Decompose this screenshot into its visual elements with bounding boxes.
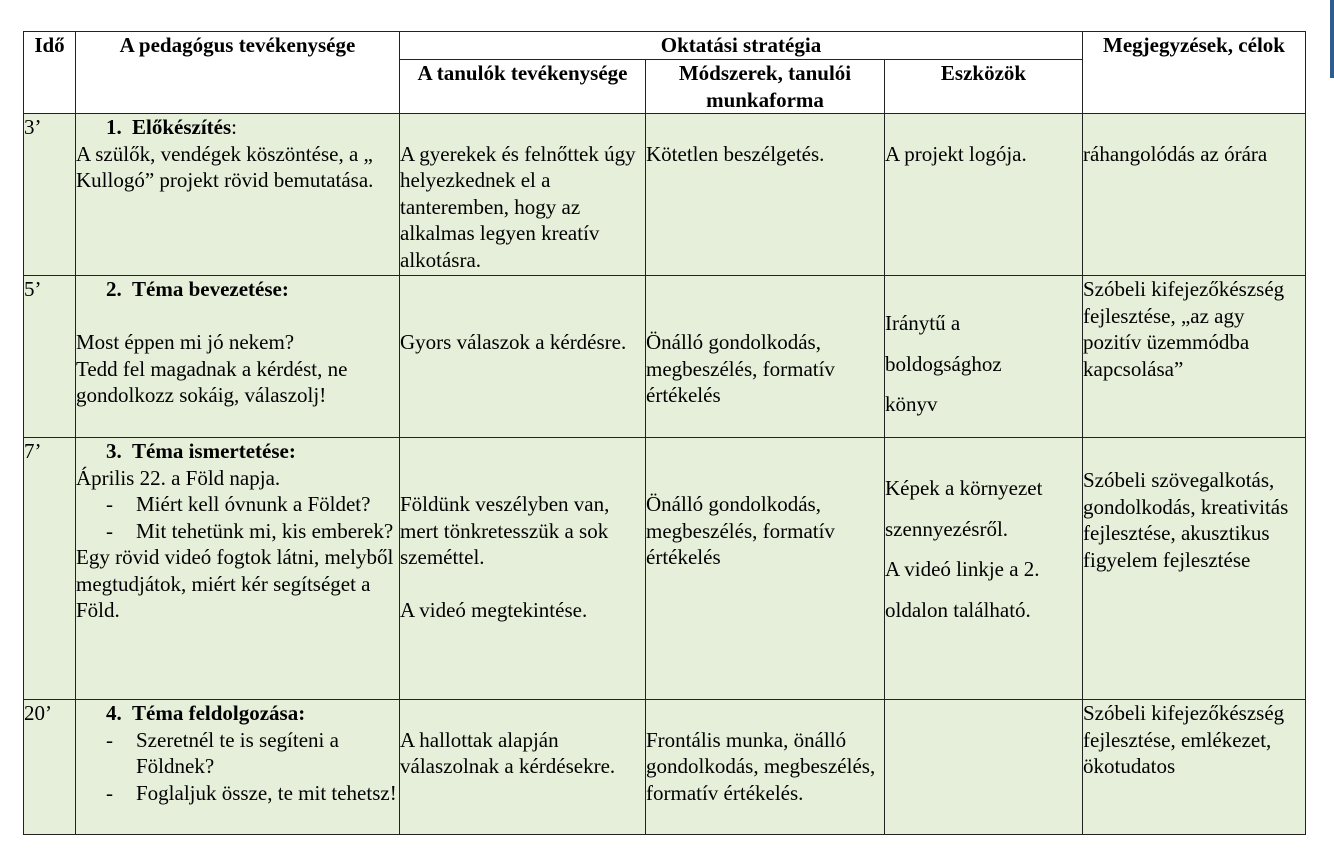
tools-cell: A projekt logója.	[885, 114, 1083, 276]
time-cell: 5’	[24, 276, 76, 438]
table-row	[24, 700, 1306, 835]
tools-cell	[885, 700, 1083, 835]
notes-cell: Szóbeli kifejezőkészség fejlesztése, emlékezet, ökotudatos	[1083, 700, 1306, 835]
teacher-activity-cell: 2. Téma bevezetése: Most éppen mi jó nekem? Tedd fel magadnak a kérdést, ne gondolkozz sokáig, válaszolj!	[76, 276, 400, 438]
notes-cell: Szóbeli szövegalkotás, gondolkodás, kreativitás fejlesztése, akusztikus figyelem fejlesztése	[1083, 438, 1306, 700]
teacher-activity-cell	[76, 700, 400, 835]
time-cell: 20’	[24, 700, 76, 835]
notes-cell: Szóbeli kifejezőkészség fejlesztése, „az agy pozitív üzemmódba kapcsolása”	[1083, 276, 1306, 438]
list-item: - Miért kell óvnunk a Földet?	[76, 491, 399, 518]
header-methods: Módszerek, tanulói munkaforma	[646, 60, 885, 114]
table-row	[24, 438, 1306, 700]
tools-cell: Iránytű a boldogsághoz könyv	[885, 276, 1083, 438]
question-list	[76, 727, 399, 807]
list-item: - Foglaljuk össze, te mit tehetsz!	[76, 780, 399, 807]
list-item: - Szeretnél te is segíteni a Földnek?	[76, 727, 399, 780]
list-item: - Mit tehetünk mi, kis emberek?	[76, 518, 399, 545]
header-time: Idő	[24, 32, 76, 114]
teacher-activity-cell	[76, 114, 400, 276]
table-row	[24, 276, 1306, 438]
step-heading: 3. Téma ismertetése:	[106, 439, 296, 463]
teacher-text: A szülők, vendégek köszöntése, a „ Kullogó” projekt rövid bemutatása.	[76, 141, 374, 192]
notes-cell: ráhangolódás az órára	[1083, 114, 1306, 276]
student-activity-cell: A gyerekek és felnőttek úgy helyezkednek el a tanteremben, hogy az alkalmas legyen kreatív alkotásra.	[400, 114, 646, 276]
header-tools: Eszközök	[885, 60, 1083, 114]
methods-cell: Frontális munka, önálló gondolkodás, megbeszélés, formatív értékelés.	[646, 700, 885, 835]
header-notes-goals: Megjegyzések, célok	[1083, 32, 1306, 114]
header-student-activity: A tanulók tevékenysége	[400, 60, 646, 114]
methods-cell: Önálló gondolkodás, megbeszélés, formatív értékelés	[646, 276, 885, 438]
step-heading: 2. Téma bevezetése:	[106, 277, 289, 301]
header-row-1	[24, 32, 1306, 60]
methods-cell: Kötetlen beszélgetés.	[646, 114, 885, 276]
tools-cell: Képek a környezet szennyezésről. A videó linkje a 2. oldalon található.	[885, 438, 1083, 700]
time-cell: 7’	[24, 438, 76, 700]
student-activity-cell: Földünk veszélyben van, mert tönkretesszük a sok szeméttel. A videó megtekintése.	[400, 438, 646, 700]
methods-cell: Önálló gondolkodás, megbeszélés, formatív értékelés	[646, 438, 885, 700]
table-row	[24, 114, 1306, 276]
step-heading: 4. Téma feldolgozása:	[106, 701, 306, 725]
step-heading: 1. Előkészítés:	[106, 115, 237, 139]
teacher-activity-cell: 3. Téma ismertetése: Április 22. a Föld napja. - Miért kell óvnunk a Földet? - Mit tehetünk mi, kis emberek? Egy rövid videó fogtok látni, melyből megtudjátok, miért kér segítséget a Föld.	[76, 438, 400, 700]
student-activity-cell: Gyors válaszok a kérdésre.	[400, 276, 646, 438]
question-list	[76, 491, 399, 544]
lesson-plan-table	[23, 31, 1306, 835]
student-activity-cell: A hallottak alapján válaszolnak a kérdésekre.	[400, 700, 646, 835]
page-edge-mark	[1330, 0, 1334, 78]
header-teaching-strategy: Oktatási stratégia	[400, 32, 1083, 60]
time-cell: 3’	[24, 114, 76, 276]
header-teacher-activity: A pedagógus tevékenysége	[76, 32, 400, 114]
